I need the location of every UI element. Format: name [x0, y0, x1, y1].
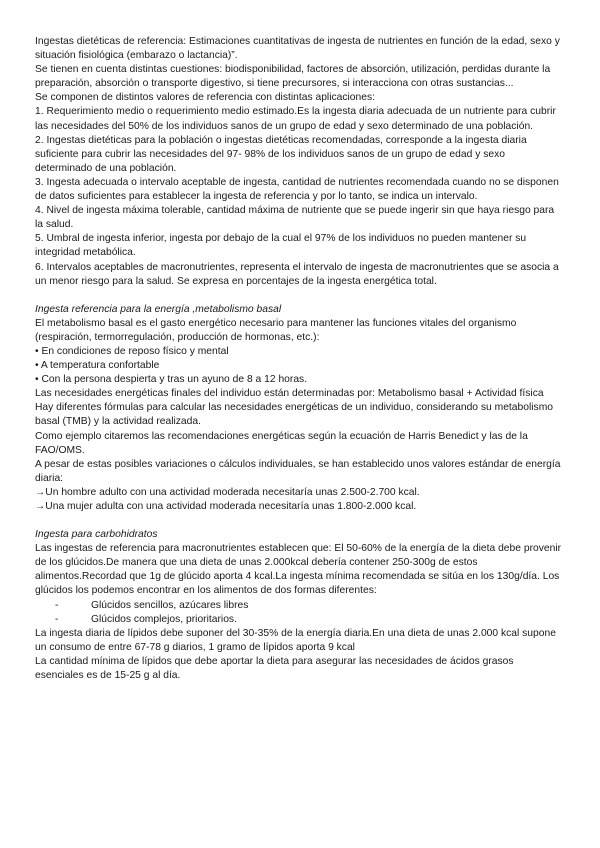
- dash-marker: -: [55, 613, 59, 625]
- paragraph: La ingesta diaria de lípidos debe suponer del 30-35% de la energía diaria.En una dieta de unas 2.000 kcal supone un consumo de entre 67-78 g diarios, 1 gramo de lípidos aporta 9 kcal: [35, 627, 556, 653]
- paragraph: Se componen de distintos valores de referencia con distintas aplicaciones:: [35, 92, 375, 104]
- list-item: 4. Nivel de ingesta máxima tolerable, cantidad máxima de nutriente que se puede ingerir sin que haya riesgo para la salud.: [35, 205, 555, 231]
- dash-list: [35, 599, 565, 627]
- dash-item-text: Glúcidos sencillos, azúcares libres: [91, 599, 249, 611]
- paragraph: El metabolismo basal es el gasto energético necesario para mantener las funciones vitales del organismo (respiración, termorregulación, producción de hormonas, etc.):: [35, 317, 517, 343]
- section-heading: Ingesta para carbohidratos: [35, 529, 158, 541]
- arrow-item: →Una mujer adulta con una actividad moderada necesitaría unas 1.800-2.000 kcal.: [35, 501, 417, 512]
- arrow-item: →Un hombre adulto con una actividad moderada necesitaría unas 2.500-2.700 kcal.: [35, 486, 420, 498]
- dash-item: [35, 613, 565, 627]
- bullet-item: • A temperatura confortable: [35, 360, 160, 372]
- section-heading: Ingesta referencia para la energía ,metabolismo basal: [35, 303, 282, 315]
- dash-item-text: Glúcidos complejos, prioritarios.: [91, 613, 237, 625]
- section-energy: [35, 303, 565, 514]
- section-spacer: [35, 514, 565, 528]
- paragraph: Hay diferentes fórmulas para calcular las necesidades energéticas de un individuo, considerando su metabolismo basal (TMB) y la actividad realizada.: [35, 402, 553, 428]
- paragraph: Como ejemplo citaremos las recomendaciones energéticas según la ecuación de Harris Benedict y las de la FAO/OMS.: [35, 430, 528, 456]
- paragraph: Ingestas dietéticas de referencia: Estimaciones cuantitativas de ingesta de nutrientes en función de la edad, sexo y situación fisiológica (embarazo o lactancia)”.: [35, 36, 560, 62]
- dash-item: [35, 599, 565, 613]
- paragraph: Se tienen en cuenta distintas cuestiones: biodisponibilidad, factores de absorción, utilización, perdidas durante la preparación, absorción o transporte digestivo, si tiene precursores, si interacciona con otras sustancias...: [35, 64, 551, 90]
- dash-marker: -: [55, 599, 59, 611]
- section-carbohydrates: [35, 528, 565, 683]
- list-item: 6. Intervalos aceptables de macronutrientes, representa el intervalo de ingesta de macronutrientes que se asocia a un menor riesgo para la salud. Se expresa en porcentajes de la ingesta energética total.: [35, 261, 559, 287]
- bullet-item: • Con la persona despierta y tras un ayuno de 8 a 12 horas.: [35, 374, 308, 386]
- paragraph: Las ingestas de referencia para macronutrientes establecen que: El 50-60% de la energía de la dieta debe provenir de los glúcidos.De manera que una dieta de unas 2.000kcal debería contener 250-300g de estos alimentos.Recordad que 1g de glúcido aporta 4 kcal.La ingesta mínima recomendada se sitúa en los 130g/día. Los glúcidos los podemos encontrar en los alimentos de dos formas diferentes:: [35, 543, 562, 597]
- paragraph: Las necesidades energéticas finales del individuo están determinadas por: Metabolismo basal + Actividad física: [35, 388, 544, 400]
- list-item: 2. Ingestas dietéticas para la población o ingestas dietéticas recomendadas, corresponde a la ingesta diaria suficiente para cubrir las necesidades del 97- 98% de los individuos sanos de un grupo de edad y sexo determinado de una población.: [35, 134, 527, 174]
- paragraph: A pesar de estas posibles variaciones o cálculos individuales, se han establecido unos valores estándar de energía diaria:: [35, 458, 561, 484]
- paragraph: La cantidad mínima de lípidos que debe aportar la dieta para asegurar las necesidades de ácidos grasos esenciales es de 15-25 g al día.: [35, 655, 514, 682]
- list-item: 3. Ingesta adecuada o intervalo aceptable de ingesta, cantidad de nutrientes recomendada cuando no se disponen de datos suficientes para establecer la ingesta de referencia y por lo tanto, se indica un intervalo.: [35, 176, 559, 203]
- document-page: [35, 35, 565, 683]
- list-item: 1. Requerimiento medio o requerimiento medio estimado.Es la ingesta diaria adecuada de un nutriente para cubrir las necesidades del 50% de los individuos sanos de un grupo de edad y sexo determinado de una población.: [35, 106, 556, 132]
- section-spacer: [35, 289, 565, 303]
- section-reference-intakes: [35, 35, 565, 289]
- bullet-list: [35, 345, 565, 387]
- bullet-item: • En condiciones de reposo físico y mental: [35, 345, 229, 357]
- list-item: 5. Umbral de ingesta inferior, ingesta por debajo de la cual el 97% de los individuos no pueden mantener su integridad metabólica.: [35, 233, 527, 259]
